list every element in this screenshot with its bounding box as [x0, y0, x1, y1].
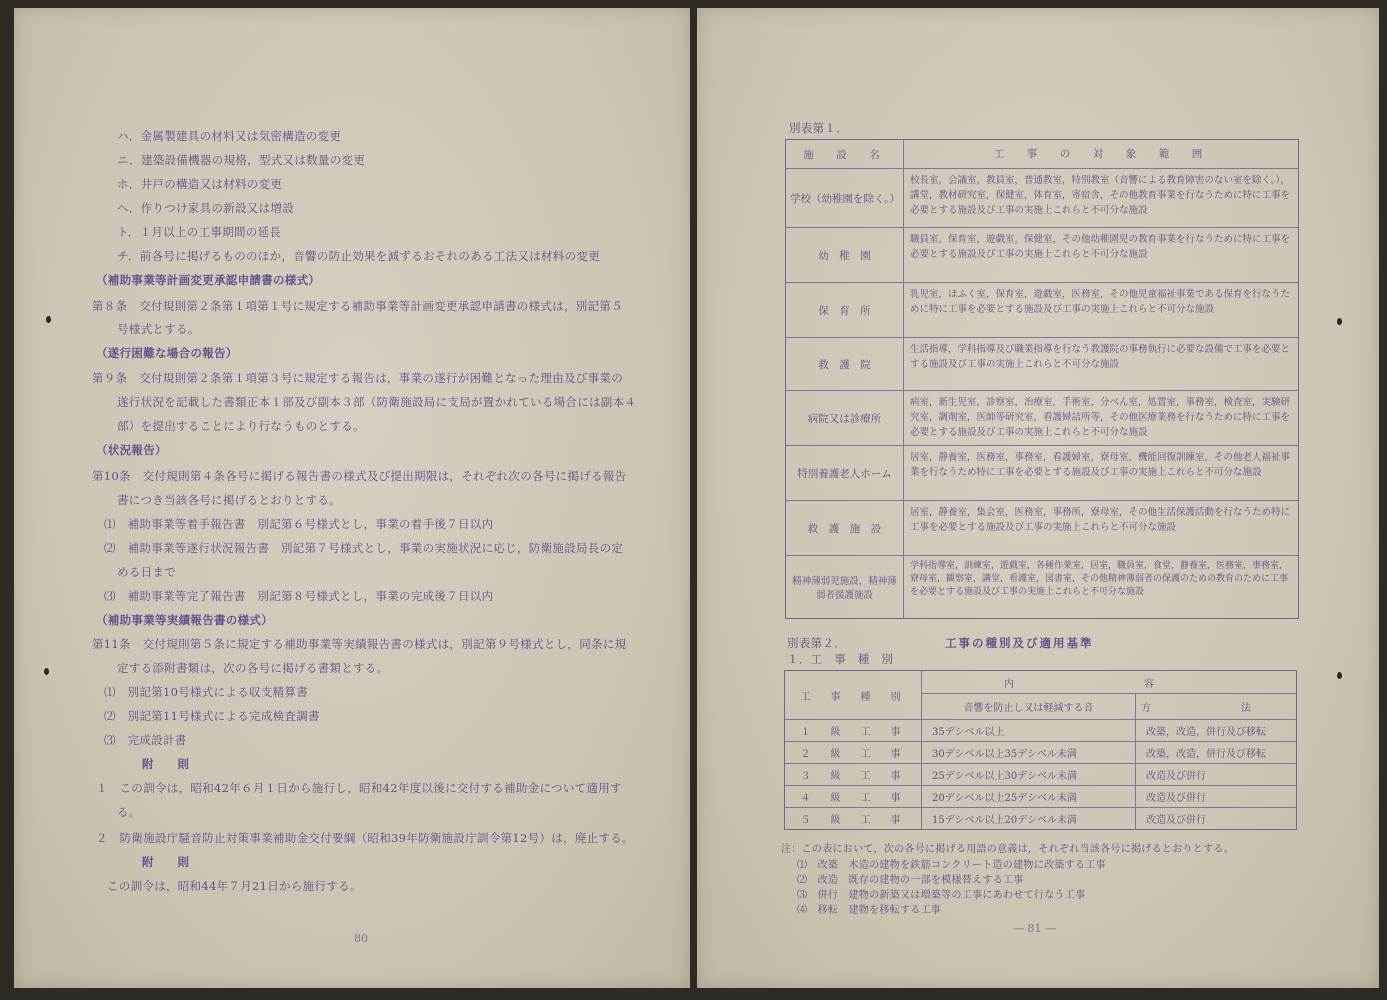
facility-scope: 居室，静養室，医務室，事務室，看護婦室，寮母室，機能回復訓練室，その他老人福祉事業を行なうため特に工事を必要とする施設及び工事の実施上これらと不可分な施設 [910, 452, 1291, 478]
facility-scope: 職員室，保育室，遊戯室，保健室，その他幼稚園児の教育事業を行なうために特に工事を必要とする施設及び工事の実施上これらと不可分な施設 [910, 234, 1291, 260]
text-line: ⑴ 補助事業等着手報告書 別記第６号様式とし，事業の着手後７日以内 [104, 517, 494, 531]
table-row [786, 445, 1298, 500]
class-kind: ５ 級 工 事 [785, 808, 922, 829]
text-line: 第８条 交付規則第２条第１項第１号に規定する補助事業等計画変更承認申請書の様式は，別記第５ [92, 299, 623, 313]
class-kind: １ 級 工 事 [785, 720, 922, 741]
page-number: 80 [354, 932, 368, 945]
text-line: ⑴ 別記第10号様式による収支精算書 [104, 685, 309, 699]
header-content-group [922, 671, 1296, 719]
page-number: — 81 — [1013, 922, 1056, 935]
facility-scope: 学科指導室，訓練室，遊戯室，各種作業室，居室，職員室，食堂，静養室，医務室，事務室，寮母室，観察室，講堂，看護室，図書室，その他精神薄弱者の保護のための教育のために工事を必要とする施設及び工事の実施上これらと不可分な施設 [910, 561, 1289, 597]
section-heading: 附 則 [142, 757, 190, 771]
table1-caption: 別表第１． [789, 121, 848, 135]
header-criterion: 音響を防止し又は軽減する音 [922, 694, 1136, 719]
class-method: 改築，改造，併行及び移転 [1146, 749, 1266, 760]
facility-scope: 居室，静養室，集会室，医務室，事務所，寮母室，その他生活保護活動を行なうため特に工事を必要とする施設及び工事の実施上これらと不可分な施設 [910, 507, 1291, 533]
facility-name: 学校（幼稚園を除く。） [786, 169, 904, 227]
class-method: 改造及び併行 [1146, 771, 1206, 782]
text-line: ⑶ 補助事業等完了報告書 別記第８号様式とし，事業の完成後７日以内 [104, 589, 494, 603]
header-subcolumns [922, 694, 1296, 719]
facility-scope: 校長室，会議室，教員室，普通教室，特別教室（音響による教育障害のない室を除く。），講堂，教材研究室，保健室，体育室，寄宿舎，その他教育事業を行なうために特に工事を必要とする施設及び工事の実施上これらと不可分な施設 [910, 175, 1291, 216]
section-heading: （補助事業等実績報告書の様式） [96, 613, 273, 627]
text-line: チ．前各号に掲げるもののほか，音響の防止効果を減ずるおそれのある工法又は材料の変更 [117, 249, 600, 263]
facility-name: 救 護 施 設 [786, 501, 904, 555]
facility-name: 精神薄弱児施設，精神薄弱者援護施設 [786, 556, 904, 618]
class-method: 改造及び併行 [1146, 815, 1206, 826]
facility-scope: 病室，新生児室，診察室，治療室，手術室，分べん室，処置室，事務室，検査室，実験研究室，調剤室，医師等研究室，看護婦詰所等，その他医療業務を行なうために特に工事を必要とする施設及び工事の実施上これらと不可分な施設 [910, 397, 1291, 438]
table-row [786, 168, 1298, 227]
facility-name: 特別養護老人ホーム [786, 446, 904, 500]
section-heading: （補助事業等計画変更承認申請書の様式） [96, 273, 321, 287]
table-row [786, 227, 1298, 282]
note-line: ⑶ 併行 建物の新築又は増築等の工事にあわせて行なう工事 [797, 890, 1086, 901]
class-kind: ２ 級 工 事 [785, 742, 922, 763]
text-line: ⑵ 別記第11号様式による完成検査調書 [104, 709, 320, 723]
construction-class-table [784, 670, 1297, 830]
section-heading: 附 則 [142, 855, 190, 869]
facility-name: 幼 稚 園 [786, 228, 904, 282]
text-line: 第11条 交付規則第５条に規定する補助事業等実績報告書の様式は，別記第９号様式とし，同条に規 [92, 637, 627, 651]
table2-subtitle: １．工 事 種 別 [787, 652, 894, 666]
table2-caption: 別表第２． [787, 636, 846, 650]
facility-scope-table [785, 139, 1299, 619]
table-row [786, 500, 1298, 555]
section-heading: （遂行困難な場合の報告） [96, 346, 238, 360]
text-line: １ この訓令は，昭和42年６月１日から施行し，昭和42年度以後に交付する補助金について適用す [96, 781, 622, 795]
facility-name: 救 護 院 [786, 338, 904, 390]
header-kind: 工 事 種 別 [785, 671, 922, 719]
class-criterion: 15デシベル以上20デシベル未満 [922, 808, 1136, 829]
text-line: ２ 防衛施設庁騒音防止対策事業補助金交付要綱（昭和39年防衛施設庁訓令第12号）は，廃止する。 [96, 831, 634, 845]
table-row [786, 337, 1298, 390]
table-header-row [786, 140, 1298, 168]
text-line: ⑵ 補助事業等遂行状況報告書 別記第７号様式とし，事業の実施状況に応じ，防衛施設局長の定 [104, 541, 624, 555]
header-scope: 工 事 の 対 象 範 囲 [993, 147, 1209, 160]
text-line: 遂行状況を記載した書類正本１部及び副本３部（防衛施設局に支局が置かれている場合には副本４ [117, 395, 637, 409]
facility-scope: 生活指導，学科指導及び職業指導を行なう教護院の事務執行に必要な設備で工事を必要とする施設及び工事の実施上これらと不可分な施設 [910, 344, 1291, 370]
facility-name: 保 育 所 [786, 283, 904, 337]
facility-name: 病院又は診療所 [786, 391, 904, 445]
class-criterion: 35デシベル以上 [922, 720, 1136, 741]
facility-scope: 乳児室，ほふく室，保育室，遊戯室，医務室，その他児童福祉事業である保育を行なうために特に工事を必要とする施設及び工事の実施上これらと不可分な施設 [910, 289, 1291, 315]
class-criterion: 30デシベル以上35デシベル未満 [922, 742, 1136, 763]
text-line: 号様式とする。 [117, 322, 200, 336]
left-page [14, 8, 690, 988]
text-line: この訓令は，昭和44年７月21日から施行する。 [107, 879, 362, 893]
table-row [786, 555, 1298, 618]
note-line: ⑴ 改築 木造の建物を鉄筋コンクリート造の建物に改築する工事 [797, 860, 1106, 871]
right-page [697, 8, 1379, 988]
header-method: 方 法 [1141, 703, 1291, 714]
class-kind: ３ 級 工 事 [785, 764, 922, 785]
text-line: ヘ．作りつけ家具の新設又は増設 [117, 201, 294, 215]
table-row [786, 390, 1298, 445]
class-criterion: 20デシベル以上25デシベル未満 [922, 786, 1136, 807]
section-heading: （状況報告） [96, 443, 167, 457]
binding-hole [46, 316, 51, 323]
binding-hole [1337, 318, 1342, 325]
note-line: 注：この表において，次の各号に掲げる用語の意義は，それぞれ当該各号に掲げるとおりとする。 [781, 844, 1234, 855]
table-row [785, 741, 1296, 763]
header-facility: 施 設 名 [786, 140, 904, 168]
table-row [785, 763, 1296, 785]
header-content: 内 容 [922, 671, 1296, 694]
table-row [786, 282, 1298, 337]
text-line: ホ．井戸の構造又は材料の変更 [117, 177, 283, 191]
text-line: ト．１月以上の工事期間の延長 [117, 225, 282, 239]
table-header [785, 671, 1296, 719]
text-line: ハ．金属製建具の材料又は気密構造の変更 [117, 129, 342, 143]
text-line: る。 [117, 805, 141, 819]
text-line: 書につき当該各号に掲げるとおりとする。 [117, 493, 341, 507]
text-line: 第９条 交付規則第２条第１項第３号に規定する報告は，事業の遂行が困難となった理由及び事業の [92, 371, 623, 385]
table-row [785, 807, 1296, 829]
text-line: 部）を提出することにより行なうものとする。 [117, 419, 365, 433]
table-row [785, 719, 1296, 741]
class-criterion: 25デシベル以上30デシベル未満 [922, 764, 1136, 785]
binding-hole [44, 668, 49, 675]
text-line: 第10条 交付規則第４条各号に掲げる報告書の様式及び提出期限は，それぞれ次の各号に掲げる報告 [92, 469, 627, 483]
note-line: ⑷ 移転 建物を移転する工事 [797, 905, 942, 916]
text-line: ニ．建築設備機器の規格，型式又は数量の変更 [117, 153, 366, 167]
class-method: 改造及び併行 [1146, 793, 1206, 804]
table-row [785, 785, 1296, 807]
text-line: める日まで [117, 565, 176, 579]
note-line: ⑵ 改造 既存の建物の一部を模様替えする工事 [797, 875, 1024, 886]
class-method: 改築，改造，併行及び移転 [1146, 727, 1266, 738]
table2-title: 工事の種別及び適用基準 [945, 636, 1094, 650]
binding-hole [1337, 672, 1342, 679]
text-line: 定する添附書類は，次の各号に掲げる書類とする。 [117, 661, 389, 675]
text-line: ⑶ 完成設計書 [104, 733, 187, 747]
class-kind: ４ 級 工 事 [785, 786, 922, 807]
